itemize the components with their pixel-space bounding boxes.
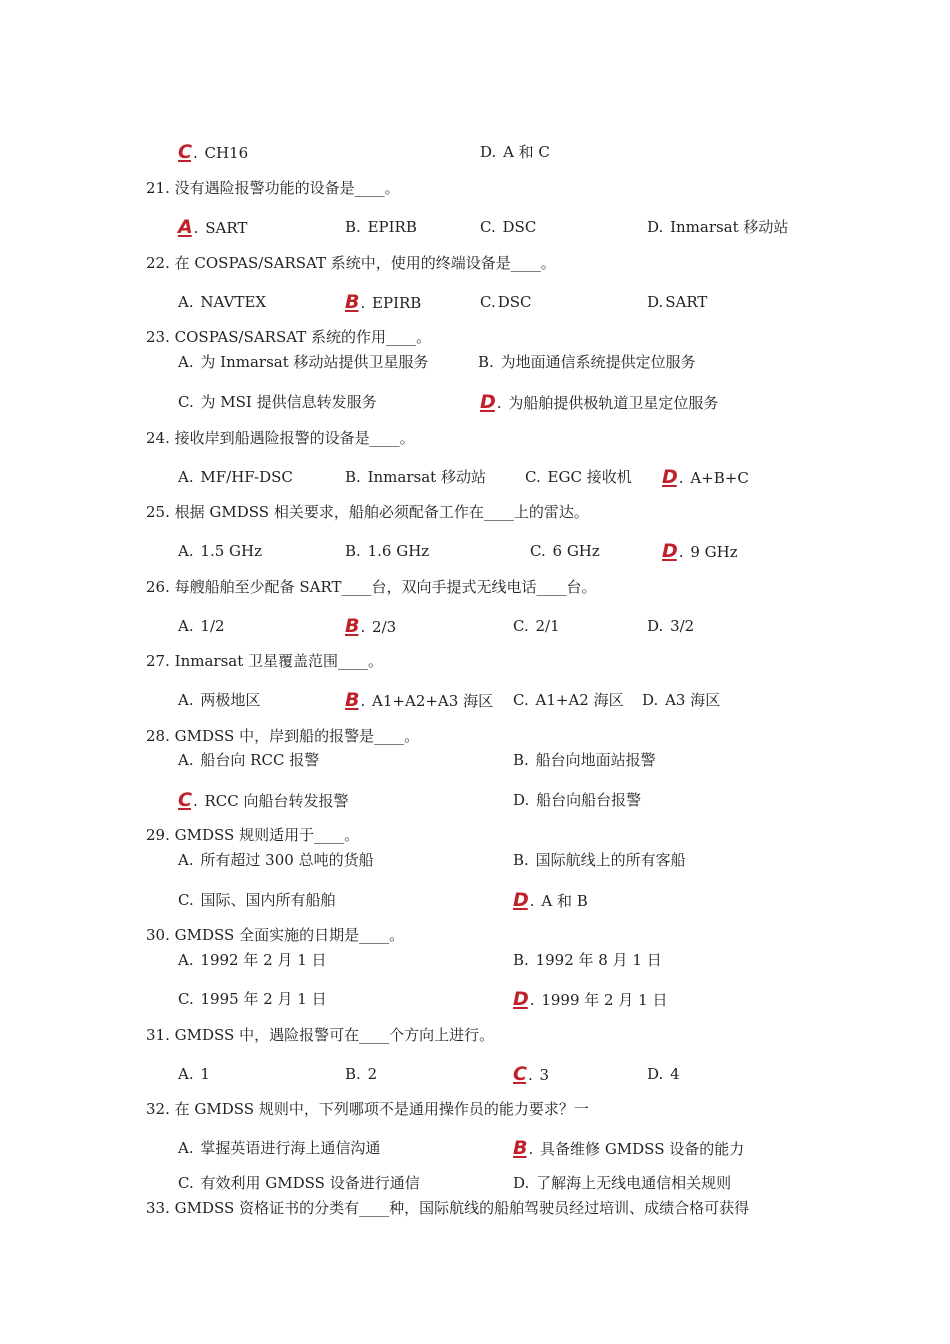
q30-option-a[interactable]: A. 1992 年 2 月 1 日 <box>178 951 327 969</box>
q30-option-c[interactable]: C. 1995 年 2 月 1 日 <box>178 990 327 1008</box>
question-26: 26. 每艘船舶至少配备 SART____台，双向手提式无线电话____台。 <box>146 578 597 596</box>
q24-option-a[interactable]: A. MF/HF-DSC <box>178 468 293 486</box>
answer-mark: B <box>345 291 359 313</box>
q28-option-b[interactable]: B. 船台向地面站报警 <box>513 751 656 769</box>
q30-option-b[interactable]: B. 1992 年 8 月 1 日 <box>513 951 662 969</box>
q27-option-a[interactable]: A. 两极地区 <box>178 691 261 709</box>
question-22: 22. 在 COSPAS/SARSAT 系统中，使用的终端设备是____。 <box>146 254 556 272</box>
q26-option-b[interactable]: B . 2/3 <box>345 615 397 637</box>
q23-option-b[interactable]: B. 为地面通信系统提供定位服务 <box>478 353 696 371</box>
q26-option-a[interactable]: A. 1/2 <box>178 617 225 635</box>
q27-option-d[interactable]: D. A3 海区 <box>642 691 721 709</box>
question-32: 32. 在 GMDSS 规则中，下列哪项不是通用操作员的能力要求？一 <box>146 1100 589 1118</box>
q26-option-d[interactable]: D. 3/2 <box>647 617 695 635</box>
question-24: 24. 接收岸到船遇险报警的设备是____。 <box>146 429 415 447</box>
q25-option-d[interactable]: D . 9 GHz <box>662 540 738 562</box>
question-33: 33. GMDSS 资格证书的分类有____种，国际航线的船舶驾驶员经过培训、成绩合格可获得 <box>146 1199 750 1217</box>
q22-option-c[interactable]: C. DSC <box>480 293 532 311</box>
q28-option-c[interactable]: C . RCC 向船台转发报警 <box>178 789 349 811</box>
q28-option-a[interactable]: A. 船台向 RCC 报警 <box>178 751 320 769</box>
q22-option-d[interactable]: D. SART <box>647 293 708 311</box>
q24-option-b[interactable]: B. Inmarsat 移动站 <box>345 468 486 486</box>
answer-mark: B <box>345 689 359 711</box>
q29-option-b[interactable]: B. 国际航线上的所有客船 <box>513 851 686 869</box>
q23-option-c[interactable]: C. 为 MSI 提供信息转发服务 <box>178 393 377 411</box>
q27-option-c[interactable]: C. A1+A2 海区 <box>513 691 624 709</box>
q21-option-a[interactable]: A . SART <box>178 216 248 238</box>
q23-option-d[interactable]: D . 为船舶提供极轨道卫星定位服务 <box>480 391 719 413</box>
q28-option-d[interactable]: D. 船台向船台报警 <box>513 791 642 809</box>
q27-option-b[interactable]: B . A1+A2+A3 海区 <box>345 689 494 711</box>
q21-option-d[interactable]: D. Inmarsat 移动站 <box>647 218 789 236</box>
q24-option-c[interactable]: C. EGC 接收机 <box>525 468 632 486</box>
q21-option-b[interactable]: B. EPIRB <box>345 218 417 236</box>
q25-option-a[interactable]: A. 1.5 GHz <box>178 542 262 560</box>
answer-mark: C <box>178 789 191 811</box>
question-25: 25. 根据 GMDSS 相关要求，船舶必须配备工作在____上的雷达。 <box>146 503 589 521</box>
answer-mark: C <box>178 141 191 163</box>
answer-mark: B <box>345 615 359 637</box>
answer-mark: D <box>513 889 528 911</box>
question-23: 23. COSPAS/SARSAT 系统的作用____。 <box>146 328 432 346</box>
q25-option-c[interactable]: C. 6 GHz <box>530 542 600 560</box>
question-27: 27. Inmarsat 卫星覆盖范围____。 <box>146 652 384 670</box>
question-31: 31. GMDSS 中，遇险报警可在____个方向上进行。 <box>146 1026 495 1044</box>
answer-mark: C <box>513 1063 526 1085</box>
q31-option-a[interactable]: A. 1 <box>178 1065 210 1083</box>
q32-option-b[interactable]: B . 具备维修 GMDSS 设备的能力 <box>513 1137 745 1159</box>
question-28: 28. GMDSS 中，岸到船的报警是____。 <box>146 727 420 745</box>
q21-option-c[interactable]: C. DSC <box>480 218 537 236</box>
answer-mark: D <box>662 466 677 488</box>
q30-option-d[interactable]: D . 1999 年 2 月 1 日 <box>513 988 668 1010</box>
answer-mark: D <box>662 540 677 562</box>
q26-option-c[interactable]: C. 2/1 <box>513 617 560 635</box>
q29-option-a[interactable]: A. 所有超过 300 总吨的货船 <box>178 851 374 869</box>
answer-mark: B <box>513 1137 527 1159</box>
q20-option-d[interactable]: D. A 和 C <box>480 143 550 161</box>
answer-mark: D <box>513 988 528 1010</box>
q32-option-c[interactable]: C. 有效利用 GMDSS 设备进行通信 <box>178 1174 420 1192</box>
q23-option-a[interactable]: A. 为 Inmarsat 移动站提供卫星服务 <box>178 353 429 371</box>
q31-option-b[interactable]: B. 2 <box>345 1065 378 1083</box>
q22-option-a[interactable]: A. NAVTEX <box>178 293 267 311</box>
q29-option-c[interactable]: C. 国际、国内所有船舶 <box>178 891 336 909</box>
answer-mark: A <box>178 216 192 238</box>
answer-mark: D <box>480 391 495 413</box>
q22-option-b[interactable]: B . EPIRB <box>345 291 422 313</box>
question-30: 30. GMDSS 全面实施的日期是____。 <box>146 926 405 944</box>
q32-option-d[interactable]: D. 了解海上无线电通信相关规则 <box>513 1174 732 1192</box>
q20-option-c[interactable]: C . CH16 <box>178 141 249 163</box>
q31-option-d[interactable]: D. 4 <box>647 1065 680 1083</box>
q31-option-c[interactable]: C . 3 <box>513 1063 550 1085</box>
q24-option-d[interactable]: D . A+B+C <box>662 466 749 488</box>
question-21: 21. 没有遇险报警功能的设备是____。 <box>146 179 400 197</box>
q25-option-b[interactable]: B. 1.6 GHz <box>345 542 430 560</box>
q32-option-a[interactable]: A. 掌握英语进行海上通信沟通 <box>178 1139 381 1157</box>
q29-option-d[interactable]: D . A 和 B <box>513 889 588 911</box>
question-29: 29. GMDSS 规则适用于____。 <box>146 826 360 844</box>
